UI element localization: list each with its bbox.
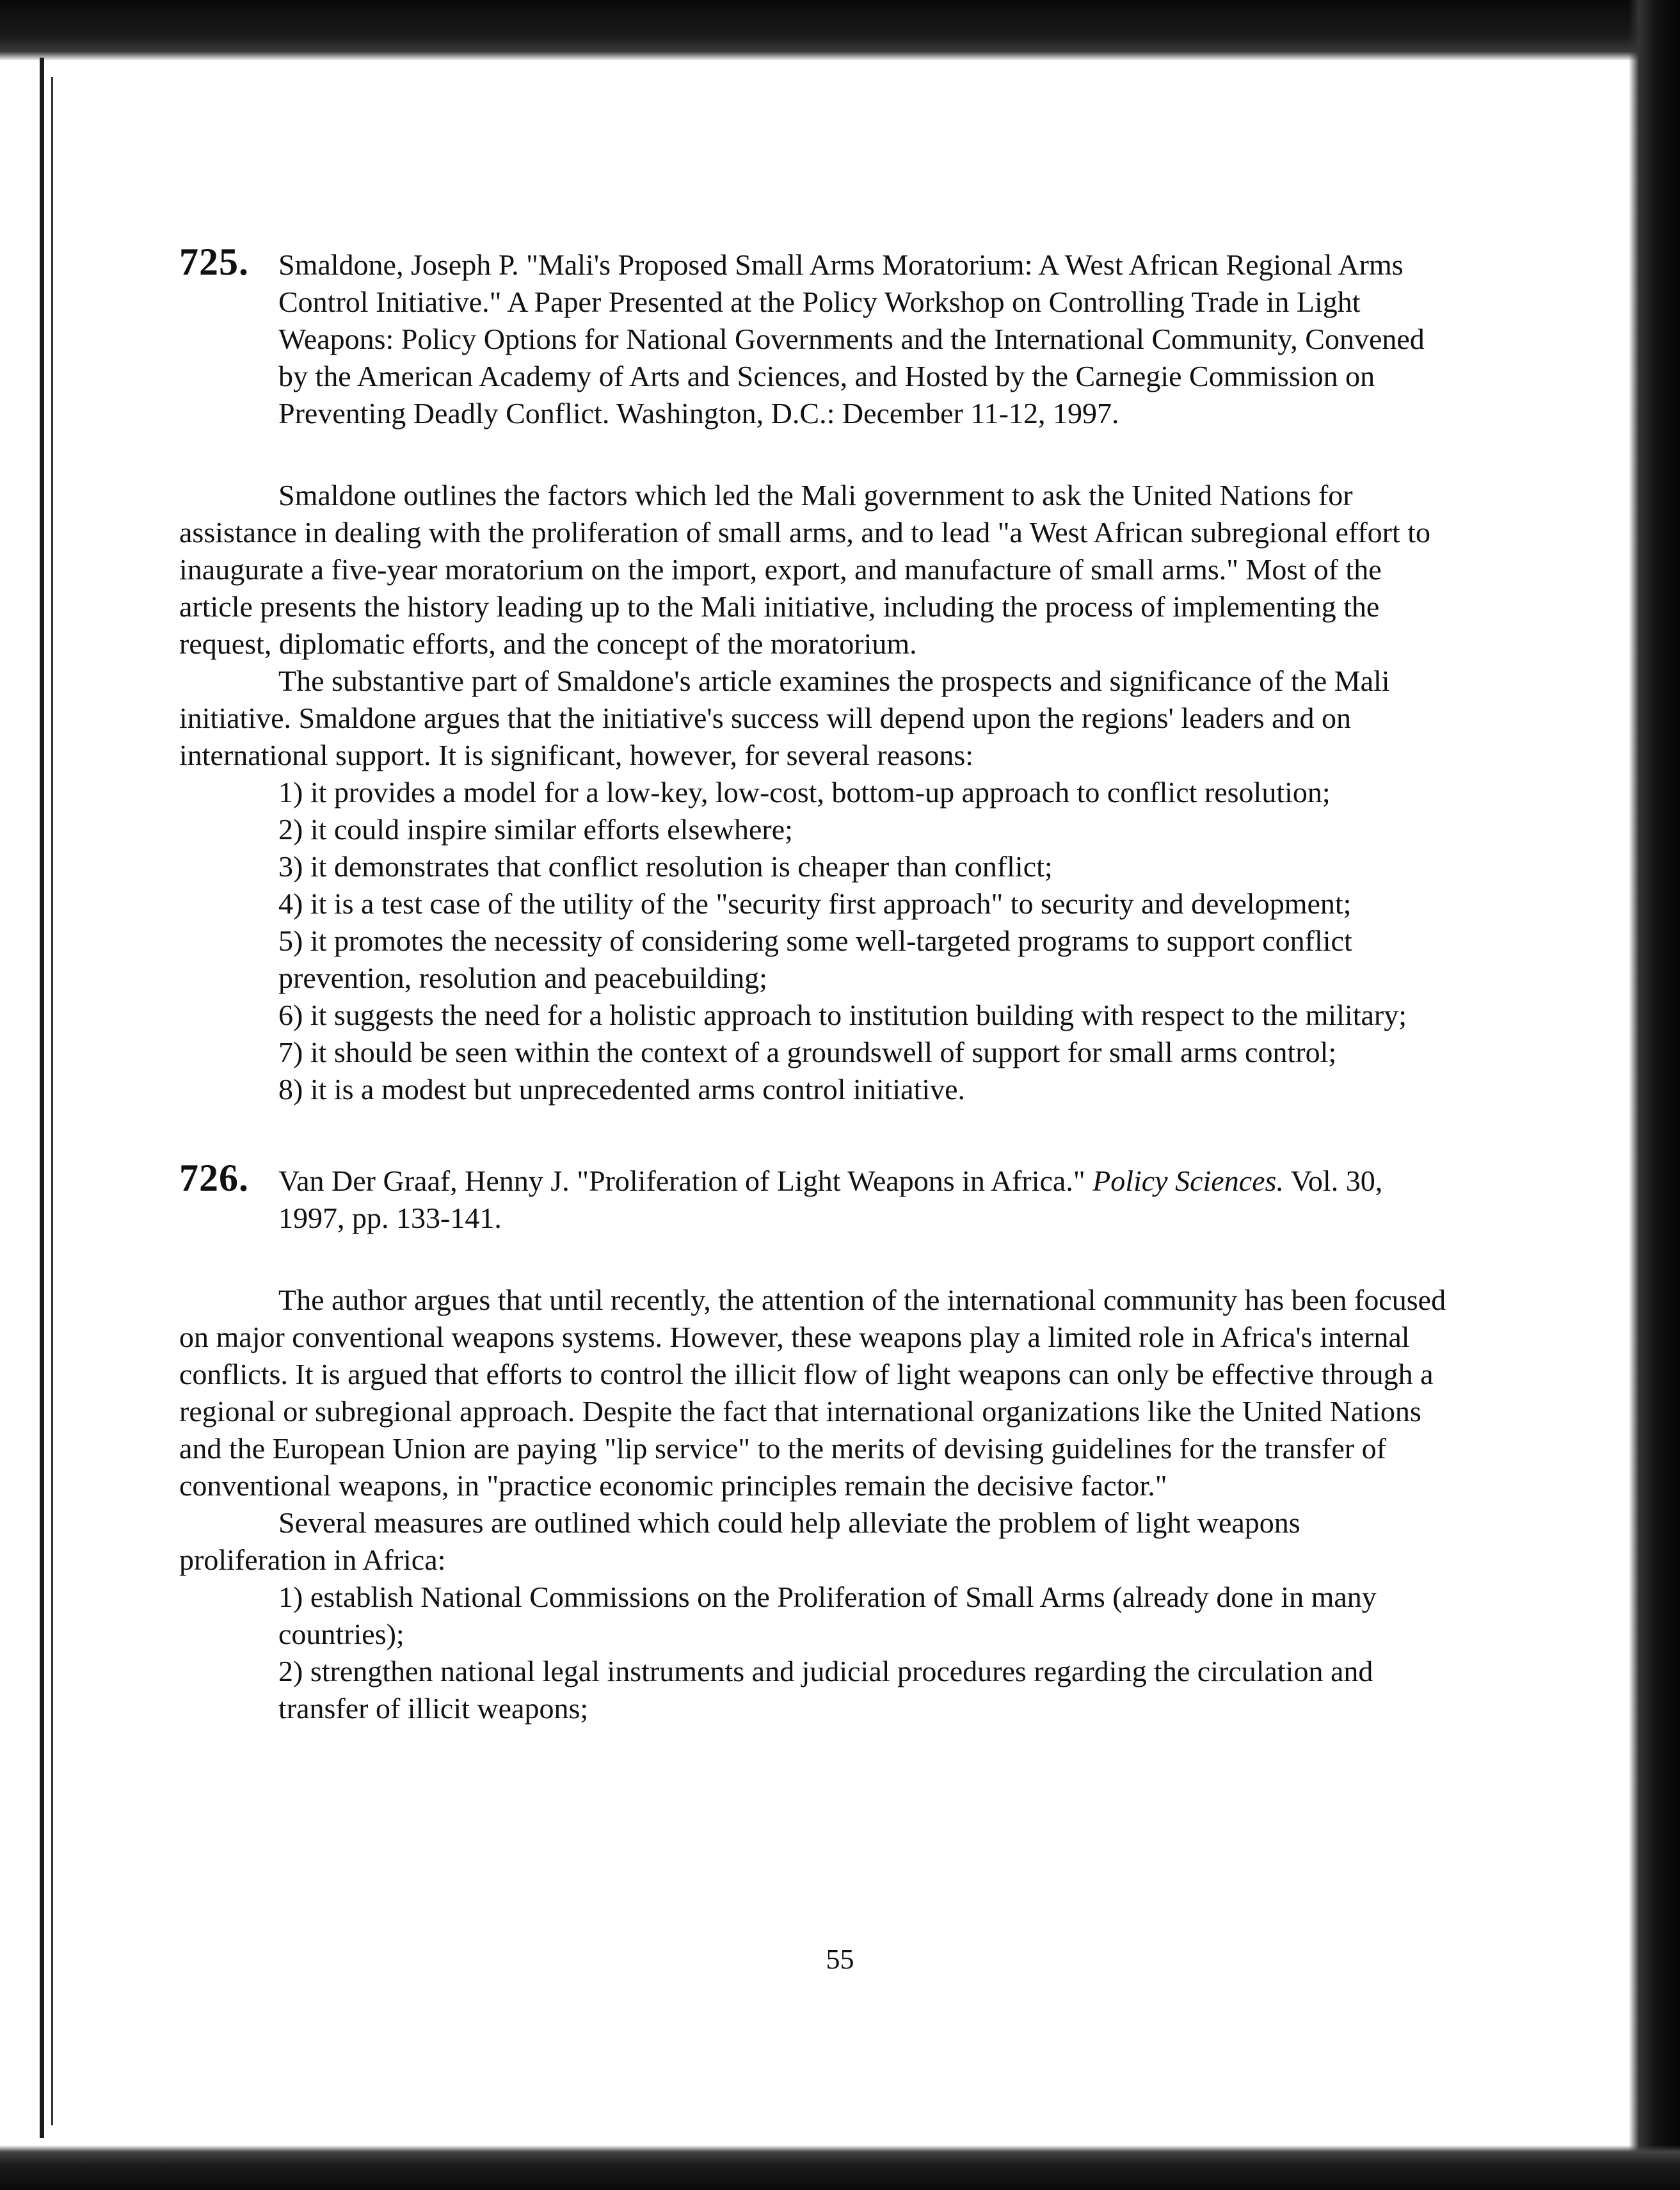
- list-item: 2) it could inspire similar efforts elsewhere;: [278, 813, 793, 846]
- list-item: 1) establish National Commissions on the Proliferation of Small Arms (already done in many countries);: [278, 1581, 1377, 1650]
- citation-text: Smaldone, Joseph P. "Mali's Proposed Small Arms Moratorium: A West African Regional Arms Control Initiative." A Paper Presented at the Policy Workshop on Controlling Trade in Light Weapons: Policy Options for National Governments and the International Community, Convened by the American Academy of Arts and Sciences, and Hosted by the Carnegie Commission on Preventing Deadly Conflict. Washington, D.C.: December 11-12, 1997.: [278, 248, 1425, 430]
- citation-text-details: Vol. 30, 1997, pp. 133-141.: [278, 1164, 1383, 1234]
- scan-border-top: [0, 0, 1680, 61]
- list-item: 4) it is a test case of the utility of the "security first approach" to security and development;: [278, 887, 1352, 920]
- citation-text: Van Der Graaf, Henny J. "Proliferation of Light Weapons in Africa.": [278, 1164, 1093, 1197]
- bibliography-entry-726: [179, 1159, 1453, 1727]
- summary-paragraph: Several measures are outlined which could help alleviate the problem of light weapons proliferation in Africa:: [179, 1506, 1300, 1576]
- list-item: 1) it provides a model for a low-key, low-cost, bottom-up approach to conflict resolution;: [278, 776, 1331, 809]
- bibliography-entry-725: [179, 243, 1453, 1108]
- reasons-list: [179, 774, 1453, 1108]
- list-item: 5) it promotes the necessity of considering some well-targeted programs to support conflict prevention, resolution and peacebuilding;: [278, 924, 1352, 994]
- scan-border-left: [40, 58, 44, 2138]
- summary-paragraph: Smaldone outlines the factors which led the Mali government to ask the United Nations for assistance in dealing with the proliferation of small arms, and to lead "a West African subregional effort to inaugurate a five-year moratorium on the import, export, and manufacture of small arms." Most of the article presents the history leading up to the Mali initiative, including the process of implementing the request, diplomatic efforts, and the concept of the moratorium.: [179, 479, 1431, 660]
- summary-paragraph: The author argues that until recently, the attention of the international community has been focused on major conventional weapons systems. However, these weapons play a limited role in Africa's internal conflicts. It is argued that efforts to control the illicit flow of light weapons can only be effective through a regional or subregional approach. Despite the fact that international organizations like the United Nations and the European Union are paying "lip service" to the merits of devising guidelines for the transfer of conventional weapons, in "practice economic principles remain the decisive factor.": [179, 1284, 1446, 1502]
- list-item: 2) strengthen national legal instruments and judicial procedures regarding the circulation and transfer of illicit weapons;: [278, 1655, 1373, 1725]
- entry-citation: [179, 1159, 1453, 1237]
- scan-border-right: [1629, 0, 1680, 2190]
- scan-border-left-inner: [51, 77, 53, 2125]
- measures-list: [179, 1579, 1453, 1727]
- summary-paragraph: The substantive part of Smaldone's article examines the prospects and significance of the Mali initiative. Smaldone argues that the initiative's success will depend upon the regions' leaders and on international support. It is significant, however, for several reasons:: [179, 664, 1390, 771]
- document-page: [179, 243, 1453, 1778]
- entry-citation: [179, 243, 1453, 432]
- entry-number: 725.: [179, 241, 249, 283]
- journal-title: Policy Sciences.: [1092, 1164, 1284, 1197]
- list-item: 6) it suggests the need for a holistic approach to institution building with respect to the military;: [278, 999, 1407, 1031]
- list-item: 7) it should be seen within the context of a groundswell of support for small arms control;: [278, 1036, 1337, 1068]
- list-item: 8) it is a modest but unprecedented arms control initiative.: [278, 1073, 966, 1106]
- list-item: 3) it demonstrates that conflict resolution is cheaper than conflict;: [278, 850, 1053, 883]
- entry-number: 726.: [179, 1157, 249, 1199]
- page-number: 55: [826, 1944, 854, 1975]
- scan-border-bottom: [0, 2145, 1680, 2190]
